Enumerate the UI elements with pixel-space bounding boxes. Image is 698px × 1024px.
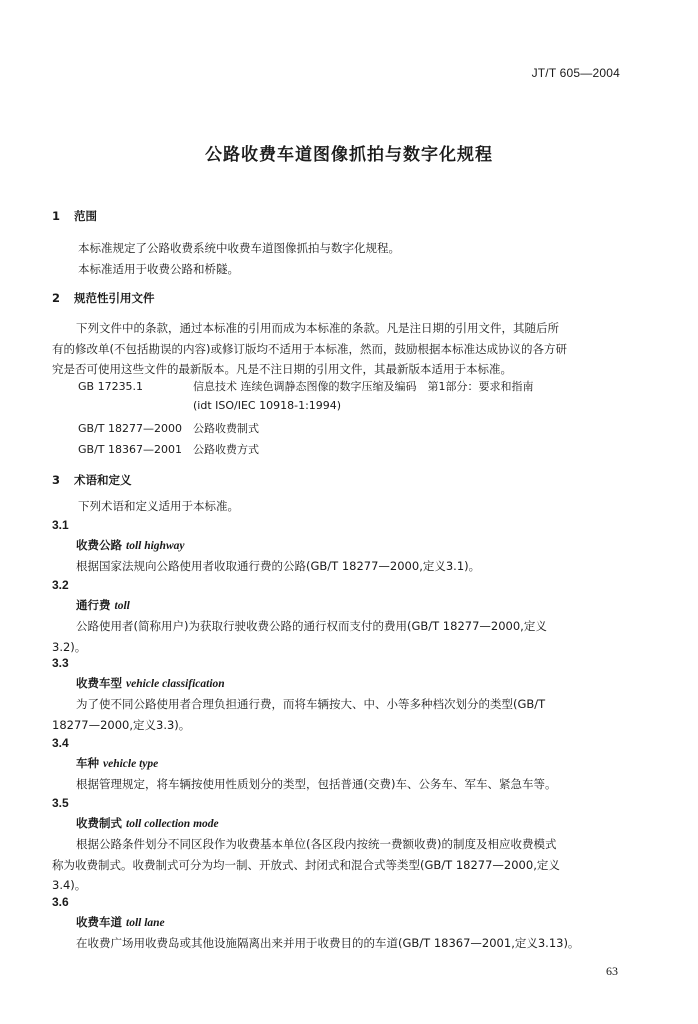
- term-en: vehicle classification: [126, 678, 225, 690]
- term-number: 3.3: [52, 656, 69, 670]
- term-heading: [76, 755, 158, 771]
- body-line: 3.4)。: [52, 878, 87, 893]
- term-number: 3.1: [52, 518, 69, 532]
- term-en: toll collection mode: [126, 818, 219, 830]
- body-line: 为了使不同公路使用者合理负担通行费，而将车辆按大、中、小等多种档次划分的类型(GB/T: [76, 697, 546, 711]
- term-en: toll lane: [126, 917, 165, 929]
- section-2-paragraph: [52, 318, 642, 380]
- body-line: 3.2)。: [52, 639, 87, 654]
- section-number: 2: [52, 291, 61, 305]
- section-title: 规范性引用文件: [74, 291, 155, 305]
- term-heading: [76, 914, 165, 930]
- body-line: 根据管理规定，将车辆按使用性质划分的类型，包括普通(交费)车、公务车、军车、紧急车等。: [76, 777, 557, 791]
- section-1-heading: [52, 208, 97, 224]
- section-title: 术语和定义: [74, 473, 132, 487]
- term-en: vehicle type: [103, 758, 159, 770]
- term-number: 3.6: [52, 895, 69, 909]
- reference-code: GB/T 18277—2000: [78, 422, 182, 435]
- term-cn: 收费公路: [76, 538, 122, 552]
- reference-title: (idt ISO/IEC 10918-1:1994): [193, 399, 342, 412]
- reference-title: 信息技术 连续色调静态图像的数字压缩及编码 第1部分：要求和指南: [193, 380, 534, 393]
- term-cn: 收费车道: [76, 915, 122, 929]
- term-heading: [76, 537, 184, 553]
- term-number: 3.5: [52, 796, 69, 810]
- term-cn: 通行费: [76, 598, 111, 612]
- term-heading: [76, 675, 225, 691]
- section-3-heading: [52, 472, 132, 488]
- term-definition: [52, 556, 642, 577]
- standard-code: JT/T 605—2004: [531, 66, 620, 80]
- term-cn: 车种: [76, 756, 99, 770]
- body-line: 18277—2000,定义3.3)。: [52, 717, 191, 732]
- body-line: 在收费广场用收费岛或其他设施隔离出来并用于收费目的的车道(GB/T 18367—2001,定义3.13)。: [76, 936, 580, 950]
- reference-title: 公路收费制式: [193, 422, 259, 435]
- body-line: 下列文件中的条款，通过本标准的引用而成为本标准的条款。凡是注日期的引用文件，其随后所: [76, 321, 559, 335]
- term-en: toll: [114, 600, 130, 612]
- term-en: toll highway: [126, 540, 185, 552]
- reference-code: GB 17235.1: [78, 380, 144, 393]
- page-number: 63: [606, 964, 618, 978]
- body-line: 本标准适用于收费公路和桥隧。: [78, 261, 239, 276]
- term-definition: [52, 774, 642, 795]
- term-definition: [52, 694, 642, 735]
- term-definition: [52, 834, 642, 896]
- reference-title: 公路收费方式: [193, 443, 259, 456]
- term-definition: [52, 616, 642, 657]
- term-cn: 收费车型: [76, 676, 122, 690]
- section-2-heading: [52, 290, 155, 306]
- term-cn: 收费制式: [76, 816, 122, 830]
- body-line: 公路使用者(简称用户)为获取行驶收费公路的通行权而支付的费用(GB/T 18277—2000,定义: [76, 619, 547, 633]
- body-line: 下列术语和定义适用于本标准。: [78, 499, 239, 513]
- body-line: 称为收费制式。收费制式可分为均一制、开放式、封闭式和混合式等类型(GB/T 18277—2000,定义: [52, 857, 560, 872]
- reference-row: [78, 420, 259, 436]
- section-title: 范围: [74, 209, 97, 223]
- section-1-body: [78, 238, 638, 279]
- term-number: 3.2: [52, 578, 69, 592]
- reference-row: [78, 441, 259, 457]
- term-definition: [52, 933, 642, 954]
- reference-code: GB/T 18367—2001: [78, 443, 182, 456]
- term-heading: [76, 815, 219, 831]
- reference-row: [78, 378, 534, 394]
- term-number: 3.4: [52, 736, 69, 750]
- body-line: 本标准规定了公路收费系统中收费车道图像抓拍与数字化规程。: [78, 241, 400, 255]
- body-line: 根据公路条件划分不同区段作为收费基本单位(各区段内按统一费额收费)的制度及相应收费模式: [76, 837, 557, 851]
- section-number: 1: [52, 209, 61, 223]
- body-line: 有的修改单(不包括勘误的内容)或修订版均不适用于本标准，然而，鼓励根据本标准达成协议的各方研: [52, 341, 567, 356]
- document-title: 公路收费车道图像抓拍与数字化规程: [205, 145, 493, 165]
- section-3-intro: [78, 496, 638, 517]
- term-heading: [76, 597, 130, 613]
- reference-row: [78, 399, 341, 412]
- body-line: 究是否可使用这些文件的最新版本。凡是不注日期的引用文件，其最新版本适用于本标准。: [52, 362, 512, 377]
- section-number: 3: [52, 473, 61, 487]
- body-line: 根据国家法规向公路使用者收取通行费的公路(GB/T 18277—2000,定义3.1)。: [76, 559, 481, 573]
